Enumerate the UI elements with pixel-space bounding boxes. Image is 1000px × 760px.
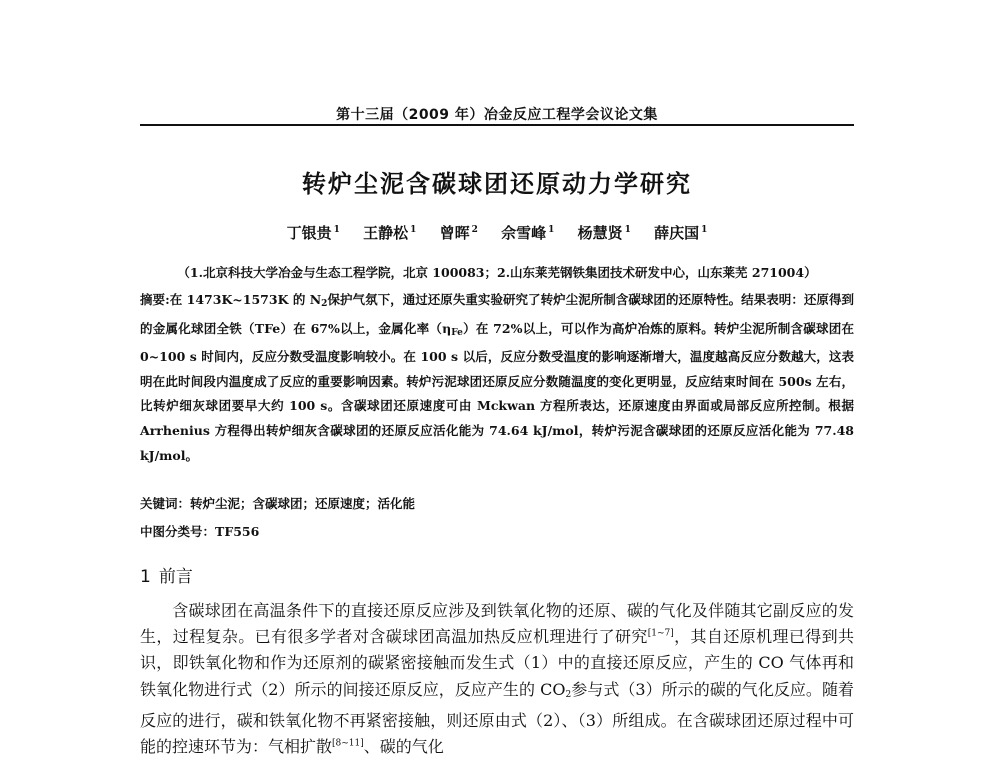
author: 丁银贵 $^1$ — [286, 224, 340, 242]
author: 曾晖 $^2$ — [439, 224, 478, 242]
affiliations: （1.北京科技大学冶金与生态工程学院，北京 100083；2.山东莱芜钢铁集团技术研发中心，山东莱芜 271004） — [177, 265, 817, 280]
clc-text: TF556 — [215, 524, 260, 539]
classification-number — [140, 522, 854, 540]
author: 王静松 $^1$ — [363, 224, 417, 242]
section-heading — [140, 562, 193, 587]
header-rule — [140, 124, 854, 126]
author-list — [140, 222, 854, 243]
author: 佘雪峰 $^1$ — [501, 224, 555, 242]
abstract-label: 摘要: — [140, 292, 170, 307]
section-title: 前言 — [158, 567, 193, 587]
abstract: 摘要:在 1473K~1573K 的 N2保护气氛下，通过还原失重实验研究了转炉尘泥所制含碳球团的还原特性。结果表明：还原得到的金属化球团全铁（TFe）在 67%以上，金属化率（ηFe）在 72%以上，可以作为高炉冶炼的原料。转炉尘泥所制含碳球团在 0~100 s 时间内，反应分数受温度影响较小。在 100 s 以后，反应分数受温度的影响逐渐增大，温度越高反应分数越大，这表明在此时间段内温度成了反应的重要影响因素。转炉污泥球团还原反应分数随温度的变化更明显，反应结束时间在 500s 左右，比转炉细灰球团要早大约 100 s。含碳球团还原速度可由 Mckwan 方程所表达，还原速度由界面或局部反应所控制。根据 Arrhenius 方程得出转炉细灰含碳球团的还原反应活化能为 74.64 kJ/mol，转炉污泥含碳球团的还原反应活化能为 77.48 kJ/mol。 — [140, 292, 854, 463]
paper-title: 转炉尘泥含碳球团还原动力学研究 — [302, 170, 692, 198]
keywords-text: 转炉尘泥；含碳球团；还原速度；活化能 — [190, 496, 416, 511]
author: 杨慧贤 $^1$ — [577, 224, 631, 242]
keywords — [140, 494, 854, 512]
running-header: 第十三届（2009 年）冶金反应工程学会议论文集 — [336, 107, 658, 123]
clc-label: 中图分类号： — [140, 524, 216, 539]
body-paragraph: 含碳球团在高温条件下的直接还原反应涉及到铁氧化物的还原、碳的气化及伴随其它副反应的发生，过程复杂。已有很多学者对含碳球团高温加热反应机理进行了研究[1~7]，其自还原机理已得到共识，即铁氧化物和作为还原剂的碳紧密接触而发生式（1）中的直接还原反应，产生的 CO 气体再和铁氧化物进行式（2）所示的间接还原反应，反应产生的 CO2参与式（3）所示的碳的气化反应。随着反应的进行，碳和铁氧化物不再紧密接触，则还原由式（2）、（3）所组成。在含碳球团还原过程中可能的控速环节为：气相扩散[8~11]、碳的气化 — [140, 601, 854, 757]
section-number: 1 — [140, 567, 151, 587]
citation: [8~11] — [332, 738, 364, 749]
keywords-label: 关键词： — [140, 496, 191, 511]
citation: [1~7] — [647, 628, 674, 639]
author: 薛庆国 $^1$ — [654, 224, 708, 242]
